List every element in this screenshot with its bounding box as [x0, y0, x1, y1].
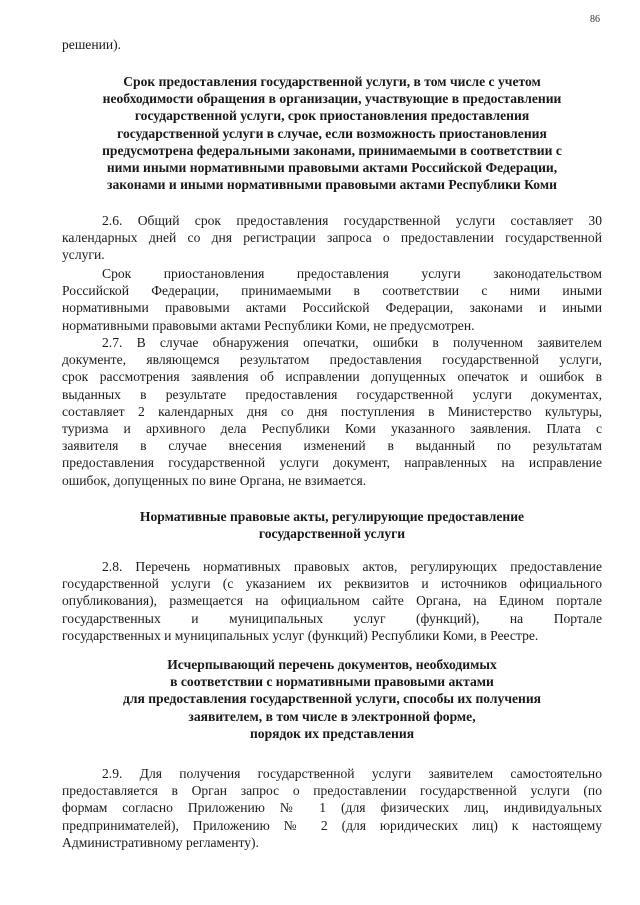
text-line: 2.8. Перечень нормативных правовых актов, регулирующих предоставление	[102, 559, 602, 574]
text-line: Российской Федерации, принимаемыми в соответствии с ними иными	[62, 283, 602, 299]
heading-line: порядок их представления	[249, 725, 415, 741]
text-line: опубликования), размещается на официальном сайте Органа, на Едином портале	[62, 593, 602, 609]
top-fragment	[62, 36, 602, 53]
heading-line: в соответствии с нормативными правовыми актами	[170, 674, 494, 690]
text-line: государственных и муниципальных услуг (функций), на Портале	[62, 610, 602, 626]
text-line: календарных дней со дня регистрации запроса о предоставлении государственной	[62, 230, 602, 246]
section-heading-term	[62, 73, 602, 193]
text-line: 2.7. В случае обнаружения опечатки, ошибки в полученном заявителем	[102, 335, 602, 350]
heading-line: Срок предоставления государственной услуги, в том числе с учетом	[123, 74, 541, 89]
text-line: предпринимателей), Приложению № 2 (для юридических лиц) к настоящему	[62, 817, 602, 833]
section-heading-documents	[62, 656, 602, 742]
text-line: заявителя в случае внесения изменений в выданный по результатам	[62, 438, 602, 454]
paragraph-2-7	[62, 334, 602, 489]
heading-line: законами и иными нормативными правовыми актами Республики Коми	[107, 177, 557, 193]
heading-line: Исчерпывающий перечень документов, необходимых	[167, 657, 497, 672]
heading-line: ними иными нормативными правовыми актами Российской Федерации,	[106, 160, 558, 176]
text-line: формам согласно Приложению № 1 (для физических лиц, индивидуальных	[62, 800, 602, 816]
text-line: предоставления государственной услуги документ, направленных на исправление	[62, 455, 602, 471]
heading-line: заявителем, в том числе в электронной форме,	[188, 708, 476, 724]
text-line: государственных и муниципальных услуг (функций) Республики Коми, в Реестре.	[62, 627, 539, 643]
text-line: нормативными правовыми актами Российской Федерации, законами и иными	[62, 300, 602, 316]
heading-line: предусмотрена федеральными законами, принимаемыми в соответствии с	[102, 142, 562, 158]
heading-line: государственной услуги в случае, если возможность приостановления	[117, 125, 547, 141]
text-line: документе, являющемся результатом предоставления государственной услуги,	[62, 352, 602, 368]
heading-line: государственной услуги	[258, 526, 406, 542]
text-line: Административному регламенту).	[62, 834, 259, 850]
text-line: услуги.	[62, 247, 105, 263]
text-line: государственной услуги (с указанием их реквизитов и источников официального	[62, 576, 602, 592]
section-heading-regulations	[62, 508, 602, 542]
text-line: Срок приостановления предоставления услуги законодательством	[102, 266, 602, 281]
heading-line: Нормативные правовые акты, регулирующие предоставление	[139, 509, 525, 524]
text-line: ошибок, допущенных по вине Органа, не взимается.	[62, 472, 367, 488]
paragraph-2-9	[62, 765, 602, 851]
text-line: нормативными правовыми актами Республики Коми, не предусмотрен.	[62, 317, 475, 333]
paragraph-2-6	[62, 212, 602, 264]
heading-line: необходимости обращения в организации, участвующие в предоставлении	[102, 91, 562, 107]
heading-line: государственной услуги, срок приостановления предоставления	[134, 108, 530, 124]
text-line: 2.9. Для получения государственной услуги заявителем самостоятельно	[102, 766, 602, 781]
text-line: решении).	[62, 37, 122, 52]
text-line: выданных в результате предоставления государственной услуги документах,	[62, 386, 602, 402]
heading-line: для предоставления государственной услуги, способы их получения	[122, 691, 542, 707]
page-number: 86	[590, 14, 600, 25]
paragraph-2-8	[62, 558, 602, 644]
text-line: срок рассмотрения заявления об исправлении допущенных опечаток и ошибок в	[62, 369, 602, 385]
text-line: 2.6. Общий срок предоставления государственной услуги составляет 30	[102, 213, 602, 228]
paragraph-2-6-suspension	[62, 265, 602, 334]
text-line: туризма и архивного дела Республики Коми указанного заявления. Плата с	[62, 421, 602, 437]
text-line: предоставляется в Орган запрос о предоставлении государственной услуги (по	[62, 783, 602, 799]
text-line: составляет 2 календарных дня со дня поступления в Министерство культуры,	[62, 403, 602, 419]
